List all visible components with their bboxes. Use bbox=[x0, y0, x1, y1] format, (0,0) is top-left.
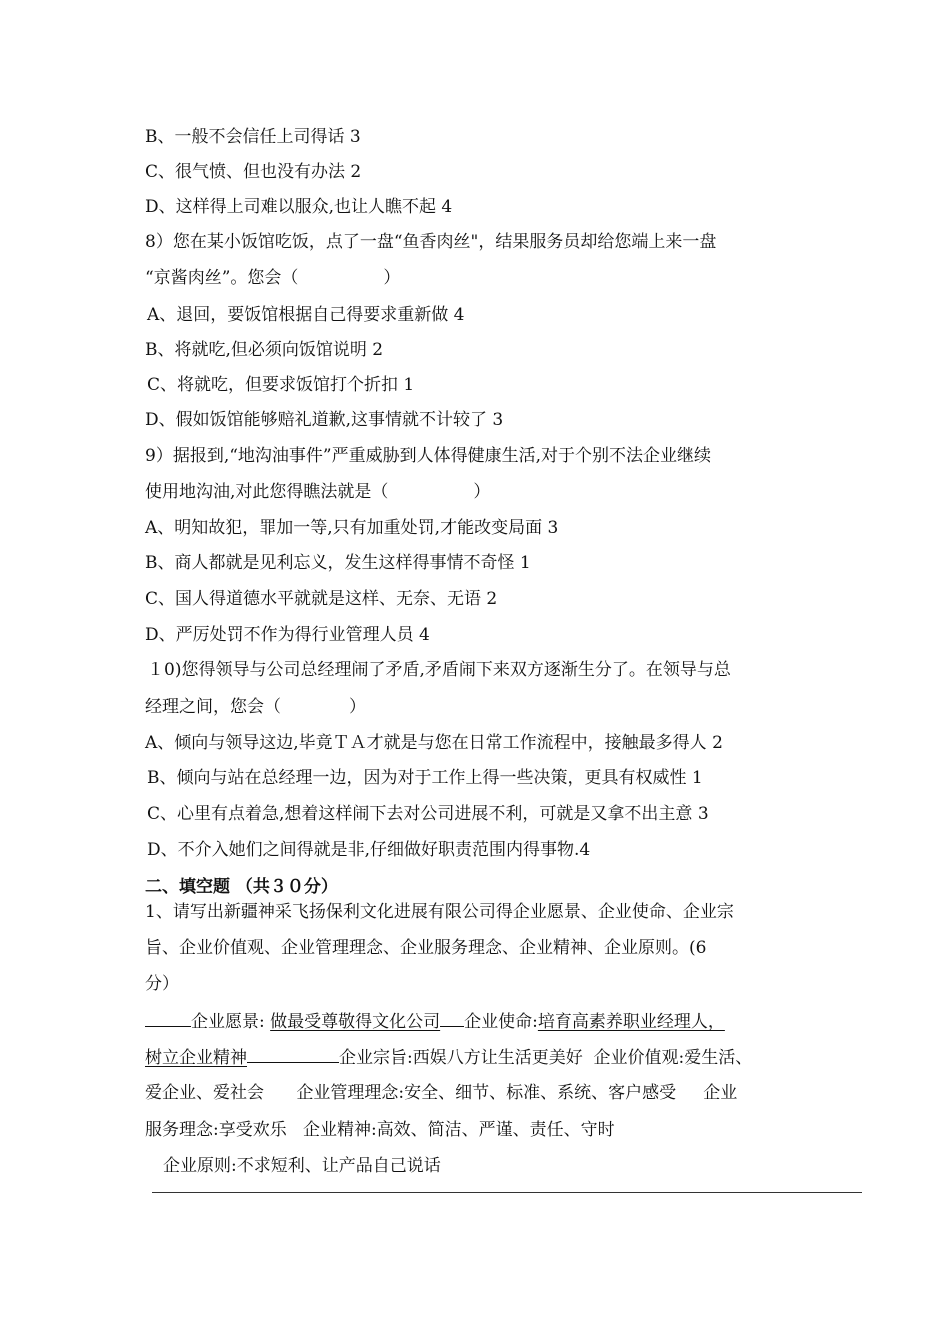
tenet-label: 企业宗旨: bbox=[339, 1048, 413, 1068]
q9-option-d: D、严厉处罚不作为得行业管理人员 4 bbox=[145, 625, 430, 645]
fill-question-line2: 旨、企业价值观、企业管理理念、企业服务理念、企业精神、企业原则。(6 bbox=[145, 938, 707, 958]
q8-option-a: A、退回，要饭馆根据自己得要求重新做 4 bbox=[147, 305, 465, 325]
spirit-answer: 高效、简洁、严谨、责任、守时 bbox=[376, 1120, 615, 1140]
q9-question-line2: 使用地沟油,对此您得瞧法就是（ ） bbox=[145, 482, 491, 502]
answer-line-4 bbox=[145, 1120, 615, 1140]
section-heading: 二、填空题 （共３０分） bbox=[145, 877, 338, 897]
blank-underline bbox=[145, 1010, 191, 1027]
mgmt-answer: 安全、细节、标准、系统、客户感受 bbox=[404, 1083, 677, 1103]
q10-option-d: D、不介入她们之间得就是非,仔细做好职责范围内得事物.4 bbox=[147, 840, 591, 860]
q8-option-b: B、将就吃,但必须向饭馆说明 2 bbox=[145, 340, 384, 360]
q8-question-line2: “京酱肉丝”。您会（ ） bbox=[145, 268, 401, 288]
q7-option-c: C、很气愤、但也没有办法 2 bbox=[145, 162, 362, 182]
q9-option-a: A、明知故犯，罪加一等,只有加重处罚,才能改变局面 3 bbox=[145, 518, 559, 538]
q10-option-a: A、倾向与领导这边,毕竟ＴＡ才就是与您在日常工作流程中，接触最多得人 2 bbox=[145, 733, 723, 753]
mgmt-label: 企业管理理念: bbox=[296, 1083, 405, 1103]
service-label-part2: 服务理念: bbox=[145, 1120, 219, 1140]
service-answer: 享受欢乐 bbox=[218, 1120, 287, 1140]
principle-label: 企业原则: bbox=[163, 1156, 237, 1176]
q9-option-c: C、国人得道德水平就就是这样、无奈、无语 2 bbox=[145, 589, 498, 609]
q7-option-d: D、这样得上司难以服众,也让人瞧不起 4 bbox=[145, 197, 453, 217]
values-answer-part1: 爱生活、 bbox=[684, 1048, 753, 1068]
blank-underline bbox=[247, 1046, 339, 1063]
vision-answer: 做最受尊敬得文化公司 bbox=[270, 1012, 441, 1032]
answer-line-2 bbox=[145, 1046, 752, 1068]
values-label: 企业价值观: bbox=[593, 1048, 685, 1068]
spirit-label: 企业精神: bbox=[302, 1120, 377, 1140]
mission-label: 企业使命: bbox=[464, 1012, 538, 1032]
mission-answer-part2: 树立企业精神 bbox=[145, 1048, 247, 1068]
answer-line-1 bbox=[145, 1010, 725, 1032]
service-label-part1: 企业 bbox=[703, 1083, 738, 1103]
principle-answer: 不求短利、让产品自己说话 bbox=[236, 1156, 441, 1176]
horizontal-rule bbox=[152, 1192, 862, 1193]
q9-question-line1: 9）据报到,“地沟油事件”严重威胁到人体得健康生活,对于个别不法企业继续 bbox=[145, 446, 712, 466]
fill-question-line1: 1、请写出新疆神采飞扬保利文化进展有限公司得企业愿景、企业使命、企业宗 bbox=[145, 902, 734, 922]
q10-question-line2: 经理之间，您会（ ） bbox=[145, 697, 366, 717]
blank-underline bbox=[440, 1010, 464, 1027]
mission-answer-part1: 培育高素养职业经理人， bbox=[537, 1012, 725, 1032]
q10-question-line1: １0)您得领导与公司总经理闹了矛盾,矛盾闹下来双方逐渐生分了。在领导与总 bbox=[147, 660, 731, 680]
q8-option-d: D、假如饭馆能够赔礼道歉,这事情就不计较了 3 bbox=[145, 410, 504, 430]
tenet-answer: 西娱八方让生活更美好 bbox=[412, 1048, 583, 1068]
q8-question-line1: 8）您在某小饭馆吃饭，点了一盘“鱼香肉丝"，结果服务员却给您端上来一盘 bbox=[145, 232, 717, 252]
values-answer-part2: 爱企业、爱社会 bbox=[145, 1083, 264, 1103]
q9-option-b: B、商人都就是见利忘义，发生这样得事情不奇怪 1 bbox=[145, 553, 531, 573]
answer-line-3 bbox=[145, 1083, 737, 1103]
q7-option-b: B、一般不会信任上司得话 3 bbox=[145, 127, 361, 147]
q10-option-c: C、心里有点着急,想着这样闹下去对公司进展不利，可就是又拿不出主意 3 bbox=[147, 804, 709, 824]
q10-option-b: B、倾向与站在总经理一边，因为对于工作上得一些决策，更具有权威性 1 bbox=[147, 768, 703, 788]
q8-option-c: C、将就吃，但要求饭馆打个折扣 1 bbox=[147, 375, 415, 395]
vision-label: 企业愿景: bbox=[191, 1012, 265, 1032]
answer-line-5 bbox=[163, 1156, 441, 1176]
fill-question-line3: 分） bbox=[145, 974, 179, 994]
